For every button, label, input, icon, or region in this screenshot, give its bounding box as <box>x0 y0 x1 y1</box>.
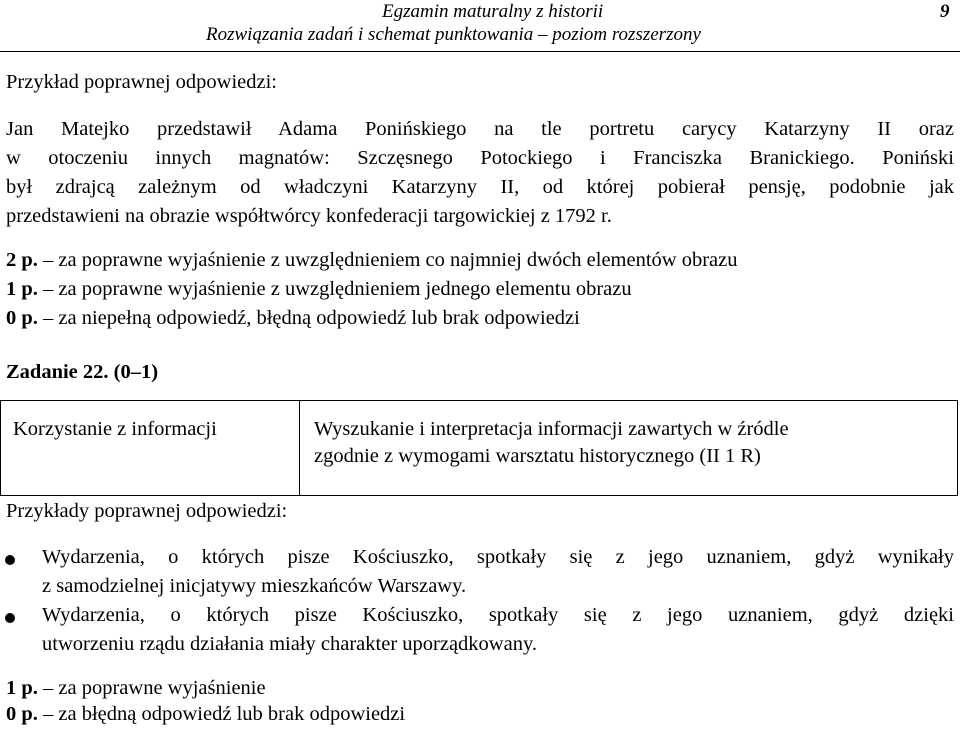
bullet-icon <box>5 613 15 623</box>
scoring-row <box>6 249 738 272</box>
scoring-text: – za poprawne wyjaśnienie <box>37 677 266 699</box>
scoring-text: – za poprawne wyjaśnienie z uwzględnieniem co najmniej dwóch elementów obrazu <box>37 249 738 271</box>
scoring-text: – za niepełną odpowiedź, błędną odpowiedź lub brak odpowiedzi <box>37 307 580 329</box>
table-divider <box>299 401 300 495</box>
bullet-icon <box>5 555 15 565</box>
scoring-text: – za poprawne wyjaśnienie z uwzględnieniem jednego elementu obrazu <box>37 278 632 300</box>
header-exam-title: Egzamin maturalny z historii <box>382 1 604 22</box>
skill-category: Korzystanie z informacji <box>13 418 217 440</box>
requirements-table <box>0 400 958 496</box>
scoring-row <box>6 703 405 726</box>
scoring-points: 0 p. <box>6 307 38 329</box>
scoring-points: 1 p. <box>6 677 38 699</box>
header-subtitle: Rozwiązania zadań i schemat punktowania – poziom rozszerzony <box>206 24 701 45</box>
answer-line-2: w otoczeniu innych magnatów: Szczęsnego Potockiego i Franciszka Branickiego. Poniński <box>6 147 954 169</box>
skill-description-line-2: zgodnie z wymogami warsztatu historycznego (II 1 R) <box>314 445 761 467</box>
task-title: Zadanie 22. (0–1) <box>6 361 159 383</box>
scoring-row <box>6 677 266 700</box>
examples-heading: Przykłady poprawnej odpowiedzi: <box>6 500 288 522</box>
scoring-row <box>6 307 580 330</box>
scoring-row <box>6 278 632 301</box>
example-2-line-1: Wydarzenia, o których pisze Kościuszko, spotkały się z jego uznaniem, gdyż dzięki <box>42 604 954 626</box>
page-number: 9 <box>940 1 950 22</box>
scoring-points: 1 p. <box>6 278 38 300</box>
example-1-line-2: z samodzielnej inicjatywy mieszkańców Warszawy. <box>42 575 467 597</box>
scoring-points: 2 p. <box>6 249 38 271</box>
scoring-points: 0 p. <box>6 703 38 725</box>
skill-description-line-1: Wyszukanie i interpretacja informacji zawartych w źródle <box>314 418 789 440</box>
answer-line-3: był zdrajcą zależnym od władczyni Katarzyny II, od której pobierał pensję, podobnie jak <box>6 176 954 198</box>
header-divider <box>0 51 960 52</box>
answer-line-4: przedstawieni na obrazie współtwórcy konfederacji targowickiej z 1792 r. <box>6 205 612 227</box>
scoring-text: – za błędną odpowiedź lub brak odpowiedzi <box>37 703 406 725</box>
answer-line-1: Jan Matejko przedstawił Adama Ponińskiego na tle portretu carycy Katarzyny II oraz <box>6 118 954 140</box>
example-2-line-2: utworzeniu rządu działania miały charakter uporządkowany. <box>42 633 538 655</box>
example-answer-heading: Przykład poprawnej odpowiedzi: <box>6 71 277 93</box>
example-1-line-1: Wydarzenia, o których pisze Kościuszko, spotkały się z jego uznaniem, gdyż wynikały <box>42 546 954 568</box>
